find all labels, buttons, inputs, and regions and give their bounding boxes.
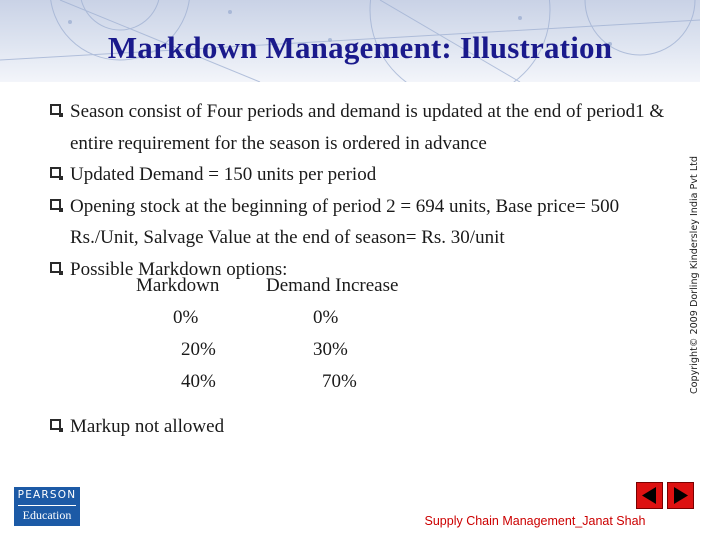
options-cell-demand: 30% xyxy=(313,339,348,360)
options-header-demand-increase: Demand Increase xyxy=(266,275,399,296)
bullet-list xyxy=(50,96,680,443)
options-header-markdown: Markdown xyxy=(136,275,220,296)
bullet-item xyxy=(50,191,680,254)
options-cell-markdown: 0% xyxy=(173,307,199,328)
triangle-right-icon xyxy=(668,483,693,508)
bullet-item xyxy=(50,96,680,159)
options-cell-markdown: 40% xyxy=(181,371,216,392)
footer-caption: Supply Chain Management_Janat Shah xyxy=(424,514,646,528)
checkbox-bullet-icon xyxy=(50,167,61,178)
checkbox-bullet-icon xyxy=(50,262,61,273)
bullet-text: Possible Markdown options: xyxy=(70,258,288,280)
bullet-text: Season consist of Four periods and demand is updated at the end of period1 & entire requirement for the season is ordered in advance xyxy=(70,101,665,154)
checkbox-bullet-icon xyxy=(50,199,61,210)
bullet-item xyxy=(50,411,680,443)
triangle-left-icon xyxy=(637,483,662,508)
options-spacer xyxy=(50,285,680,411)
checkbox-bullet-icon xyxy=(50,419,61,430)
pearson-logo xyxy=(14,487,80,526)
bullet-text: Markup not allowed xyxy=(70,416,225,437)
copyright-notice: Copyright© 2009 Dorling Kindersley India Pvt Ltd xyxy=(689,155,700,395)
options-cell-demand: 0% xyxy=(313,307,339,328)
logo-divider xyxy=(18,505,76,506)
bullet-item xyxy=(50,159,680,191)
next-slide-button[interactable] xyxy=(667,482,694,509)
checkbox-bullet-icon xyxy=(50,104,61,115)
options-cell-markdown: 20% xyxy=(181,339,216,360)
bullet-text: Updated Demand = 150 units per period xyxy=(70,164,377,185)
slide-title: Markdown Management: Illustration xyxy=(107,30,613,65)
previous-slide-button[interactable] xyxy=(636,482,663,509)
logo-line-2: Education xyxy=(22,508,72,522)
logo-line-1: PEARSON xyxy=(17,489,77,501)
bullet-text: Opening stock at the beginning of period 2 = 694 units, Base price= 500 Rs./Unit, Salvage Value at the end of season= Rs. 30/unit xyxy=(70,195,620,248)
options-cell-demand: 70% xyxy=(322,371,357,392)
